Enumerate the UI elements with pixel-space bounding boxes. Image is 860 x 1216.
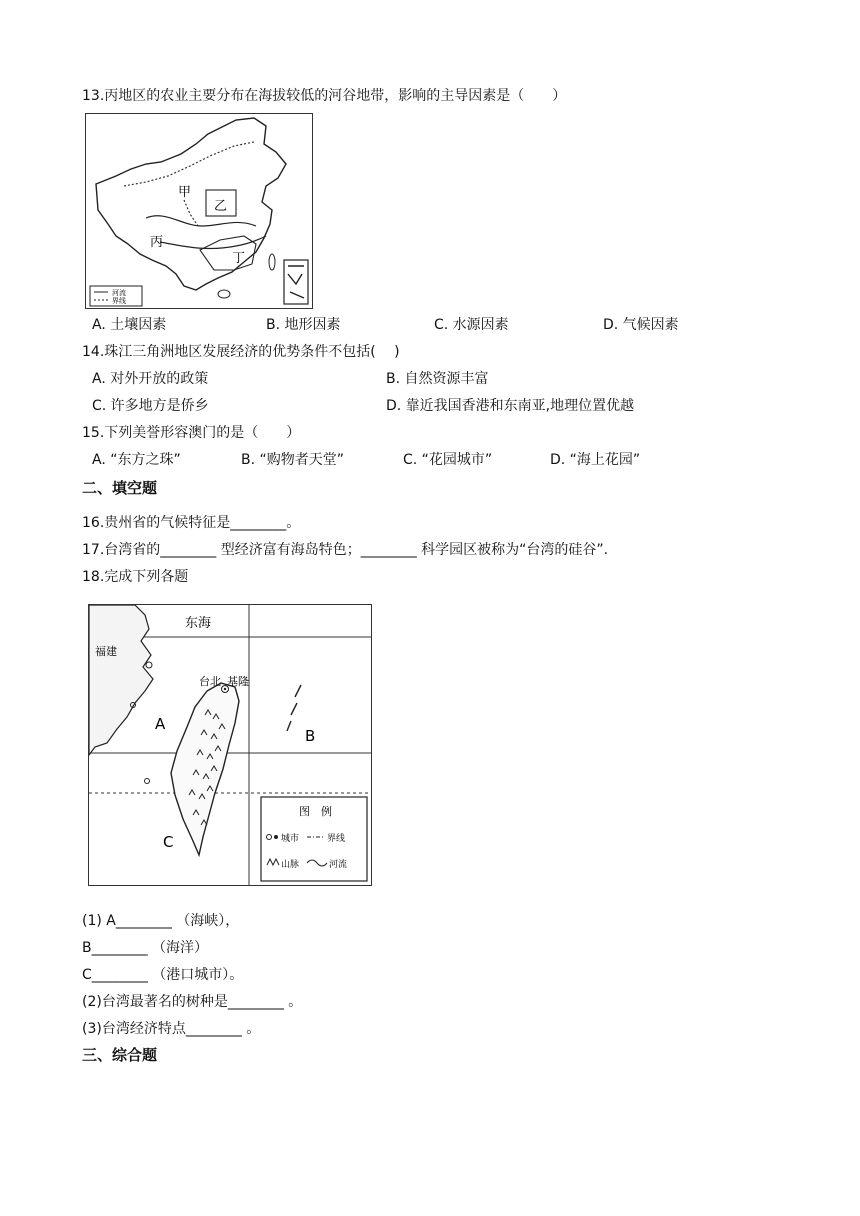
label-b: B [305, 727, 316, 745]
china-map [86, 114, 312, 308]
q18-sub-2: B________ （海洋） [82, 940, 209, 956]
question-13-text: 13.丙地区的农业主要分布在海拔较低的河谷地带，影响的主导因素是（ ） [82, 88, 567, 104]
question-14-text: 14.珠江三角洲地区发展经济的优势条件不包括( ) [82, 344, 400, 360]
label-a: A [155, 715, 166, 733]
legend-river: 河流 [112, 289, 126, 297]
region-ding-outline [200, 236, 256, 270]
q18-sub-5: (3)台湾经济特点________ 。 [82, 1021, 261, 1037]
q15-option-c: C. “花园城市” [403, 452, 493, 468]
question-16-text: 16.贵州省的气候特征是________。 [82, 515, 301, 531]
question-15-text: 15.下列美誉形容澳门的是（ ） [82, 425, 301, 441]
label-bing: 丙 [150, 235, 164, 250]
river-1 [146, 216, 256, 226]
q14-option-d: D. 靠近我国香港和东南亚,地理位置优越 [386, 398, 635, 414]
q13-option-d: D. 气候因素 [603, 317, 679, 333]
label-c: C [163, 833, 174, 851]
taiwan-island [269, 254, 275, 270]
label-taipei: 台北 [199, 675, 221, 688]
label-fujian: 福建 [95, 645, 117, 658]
q13-option-b: B. 地形因素 [266, 317, 341, 333]
q14-option-c: C. 许多地方是侨乡 [92, 398, 209, 414]
q15-option-d: D. “海上花园” [550, 452, 641, 468]
china-map-figure [85, 113, 313, 309]
q13-option-a: A. 土壤因素 [92, 317, 167, 333]
label-keelung: 基隆 [227, 675, 249, 688]
taiwan-map [89, 605, 371, 885]
label-jia: 甲 [178, 185, 192, 200]
legend-city: 城市 [281, 834, 300, 844]
legend-title: 图 例 [299, 805, 332, 818]
q15-option-a: A. “东方之珠” [92, 452, 181, 468]
section-2-heading: 二、填空题 [82, 479, 158, 497]
q18-sub-1: (1) A________ （海峡）， [82, 913, 240, 929]
q14-option-b: B. 自然资源丰富 [386, 371, 489, 387]
q14-option-a: A. 对外开放的政策 [92, 371, 209, 387]
legend-mountain: 山脉 [281, 860, 300, 870]
legend-river: 河流 [329, 860, 348, 870]
question-17-text: 17.台湾省的________ 型经济富有海岛特色；________ 科学园区被称为“台湾的硅谷”. [82, 542, 609, 558]
legend-border: 界线 [327, 834, 346, 844]
dotted-boundary-2 [184, 200, 198, 226]
label-east-sea: 东海 [185, 616, 212, 631]
q15-option-b: B. “购物者天堂” [241, 452, 345, 468]
taiwan-island-outline [171, 683, 239, 855]
q13-option-c: C. 水源因素 [434, 317, 509, 333]
fujian-coast [89, 605, 153, 755]
label-yi: 乙 [214, 199, 228, 214]
hainan-island [218, 290, 230, 298]
legend-boundary: 界线 [112, 297, 126, 305]
question-18-text: 18.完成下列各题 [82, 569, 189, 585]
label-ding: 丁 [232, 251, 246, 266]
river-2 [160, 236, 266, 249]
q18-sub-4: (2)台湾最著名的树种是________ 。 [82, 994, 303, 1010]
china-outline [96, 118, 286, 290]
section-3-heading: 三、综合题 [82, 1046, 158, 1064]
q18-sub-3: C________ （港口城市）。 [82, 967, 244, 983]
taiwan-map-figure [88, 604, 372, 886]
